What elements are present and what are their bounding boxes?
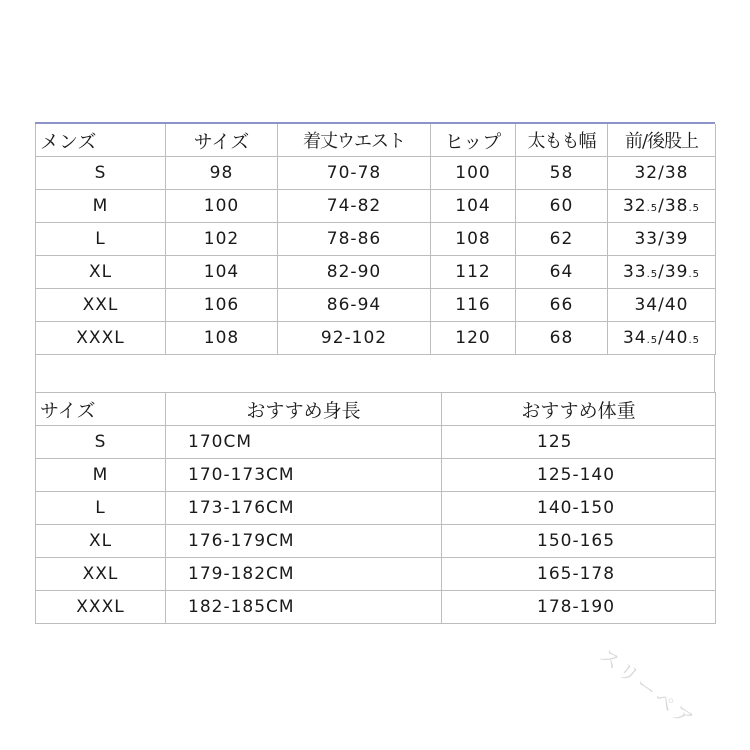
rise-a-value: 34 xyxy=(622,328,647,348)
size-table-header xyxy=(36,124,716,157)
table-row xyxy=(36,223,716,256)
waist-cell: 82-90 xyxy=(278,256,431,289)
rise-separator: / xyxy=(658,328,665,348)
recommend-table xyxy=(35,392,716,624)
rise-a-value: 34 xyxy=(634,295,659,315)
rise-separator: / xyxy=(658,229,665,249)
hip-cell: 104 xyxy=(431,190,516,223)
rise-b-value: 38 xyxy=(664,196,689,216)
thigh-cell: 66 xyxy=(516,289,608,322)
size-cell: M xyxy=(36,190,166,223)
header-rise: 前/後股上 xyxy=(608,124,716,157)
thigh-cell: 62 xyxy=(516,223,608,256)
thigh-cell: 60 xyxy=(516,190,608,223)
rise-b-value: 40 xyxy=(664,328,689,348)
header-mens: メンズ xyxy=(36,124,166,157)
rise-b-dec-value: .5 xyxy=(688,269,701,280)
rise-a-value: 32 xyxy=(622,196,647,216)
length-cell: 108 xyxy=(166,322,278,355)
rise-a-value: 33 xyxy=(622,262,647,282)
rise-cell xyxy=(608,157,716,190)
rise-b-dec-value: .5 xyxy=(688,203,701,214)
rise-b-dec-value: .5 xyxy=(688,335,701,346)
header-thigh: 太もも幅 xyxy=(516,124,608,157)
size-table xyxy=(35,124,716,355)
rise-cell xyxy=(608,322,716,355)
table-row xyxy=(36,157,716,190)
rise-cell xyxy=(608,289,716,322)
rise-separator: / xyxy=(658,295,665,315)
size-cell: XXXL xyxy=(36,591,166,624)
size-cell: XL xyxy=(36,525,166,558)
hip-cell: 100 xyxy=(431,157,516,190)
rise-b-value: 39 xyxy=(664,229,689,249)
rise-separator: / xyxy=(658,262,665,282)
hip-cell: 108 xyxy=(431,223,516,256)
rise-cell xyxy=(608,190,716,223)
waist-cell: 78-86 xyxy=(278,223,431,256)
table-row xyxy=(36,426,716,459)
rise-b-value: 40 xyxy=(664,295,689,315)
table-row xyxy=(36,459,716,492)
rise-b-value: 39 xyxy=(664,262,689,282)
thigh-cell: 64 xyxy=(516,256,608,289)
waist-cell: 70-78 xyxy=(278,157,431,190)
waist-cell: 92-102 xyxy=(278,322,431,355)
table-row xyxy=(36,558,716,591)
rise-a-dec-value: .5 xyxy=(646,335,659,346)
header-size: サイズ xyxy=(36,393,166,426)
rise-a-value: 33 xyxy=(634,229,659,249)
weight-cell: 125 xyxy=(442,426,716,459)
rise-separator: / xyxy=(658,163,665,183)
rise-cell xyxy=(608,256,716,289)
rise-separator: / xyxy=(658,196,665,216)
height-cell: 173-176CM xyxy=(166,492,442,525)
table-row xyxy=(36,256,716,289)
table-row xyxy=(36,591,716,624)
table-spacer xyxy=(35,355,715,392)
height-cell: 176-179CM xyxy=(166,525,442,558)
size-cell: S xyxy=(36,157,166,190)
length-cell: 104 xyxy=(166,256,278,289)
hip-cell: 116 xyxy=(431,289,516,322)
table-row xyxy=(36,525,716,558)
size-cell: XXXL xyxy=(36,322,166,355)
size-cell: XL xyxy=(36,256,166,289)
table-row xyxy=(36,492,716,525)
table-row xyxy=(36,190,716,223)
height-cell: 170CM xyxy=(166,426,442,459)
header-height: おすすめ身長 xyxy=(166,393,442,426)
header-hip: ヒップ xyxy=(431,124,516,157)
size-cell: M xyxy=(36,459,166,492)
size-cell: L xyxy=(36,223,166,256)
thigh-cell: 68 xyxy=(516,322,608,355)
hip-cell: 112 xyxy=(431,256,516,289)
weight-cell: 150-165 xyxy=(442,525,716,558)
weight-cell: 165-178 xyxy=(442,558,716,591)
rise-a-dec-value: .5 xyxy=(646,269,659,280)
size-cell: S xyxy=(36,426,166,459)
size-cell: L xyxy=(36,492,166,525)
length-cell: 106 xyxy=(166,289,278,322)
height-cell: 170-173CM xyxy=(166,459,442,492)
length-cell: 98 xyxy=(166,157,278,190)
hip-cell: 120 xyxy=(431,322,516,355)
weight-cell: 140-150 xyxy=(442,492,716,525)
rise-a-dec-value: .5 xyxy=(646,203,659,214)
length-cell: 100 xyxy=(166,190,278,223)
waist-cell: 74-82 xyxy=(278,190,431,223)
header-length-waist: 着丈ウエスト xyxy=(278,124,431,157)
thigh-cell: 58 xyxy=(516,157,608,190)
weight-cell: 125-140 xyxy=(442,459,716,492)
table-row xyxy=(36,289,716,322)
rise-cell xyxy=(608,223,716,256)
size-cell: XXL xyxy=(36,558,166,591)
size-cell: XXL xyxy=(36,289,166,322)
watermark: スリーペア xyxy=(594,643,701,733)
rise-a-value: 32 xyxy=(634,163,659,183)
rise-b-value: 38 xyxy=(664,163,689,183)
height-cell: 179-182CM xyxy=(166,558,442,591)
header-weight: おすすめ体重 xyxy=(442,393,716,426)
length-cell: 102 xyxy=(166,223,278,256)
waist-cell: 86-94 xyxy=(278,289,431,322)
height-cell: 182-185CM xyxy=(166,591,442,624)
header-size: サイズ xyxy=(166,124,278,157)
recommend-table-header xyxy=(36,393,716,426)
table-row xyxy=(36,322,716,355)
weight-cell: 178-190 xyxy=(442,591,716,624)
size-chart xyxy=(35,122,715,624)
